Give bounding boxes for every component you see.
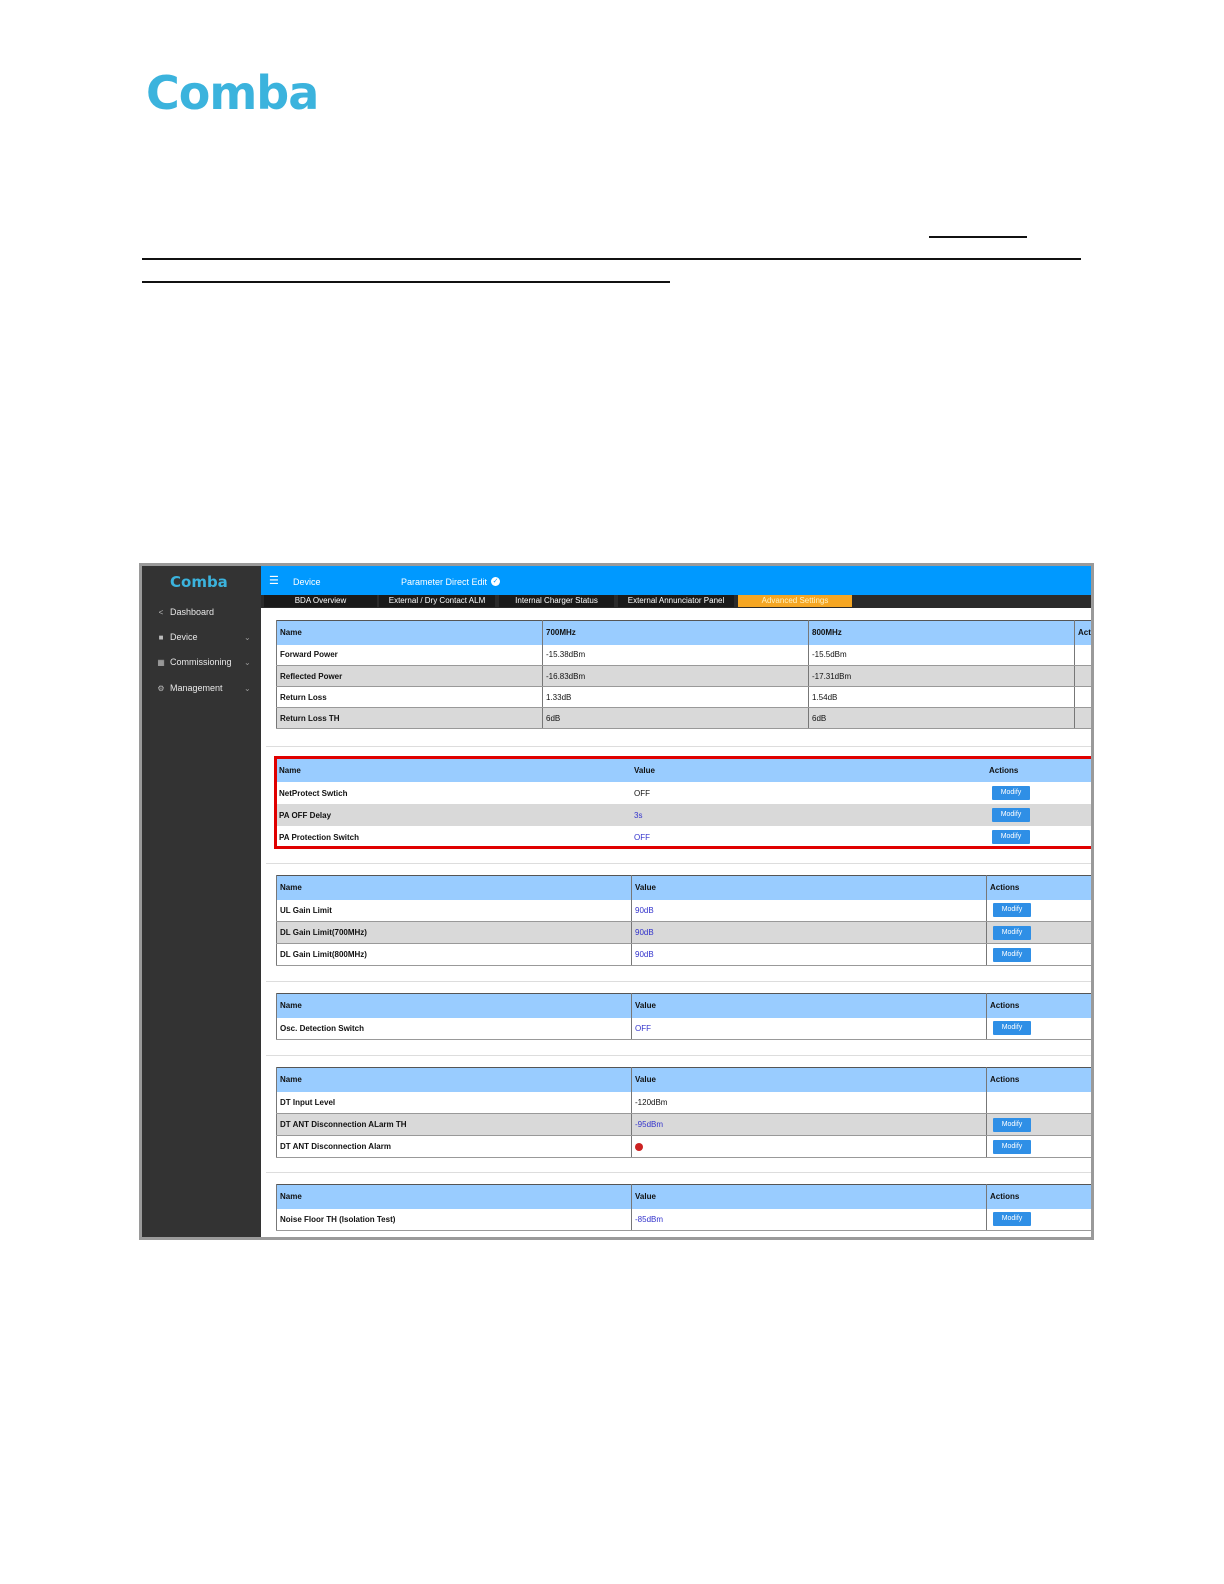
value-cell: -120dBm: [632, 1092, 987, 1114]
value-cell: OFF: [634, 788, 650, 798]
row-name: Reflected Power: [277, 666, 543, 687]
sidebar-item-dashboard[interactable]: [156, 607, 214, 617]
parameter-group: [276, 1067, 1094, 1158]
column-header: 700MHz: [543, 621, 809, 645]
column-header: Value: [631, 758, 986, 782]
actions-cell: [1075, 645, 1095, 666]
column-header: Name: [276, 758, 631, 782]
sidebar-item-device[interactable]: [156, 632, 251, 642]
modify-button[interactable]: Modify: [992, 786, 1030, 800]
column-header: Value: [632, 994, 987, 1018]
value-cell: [632, 1136, 987, 1158]
row-name: DL Gain Limit(700MHz): [277, 922, 632, 944]
actions-cell: [987, 922, 1095, 944]
row-name: Forward Power: [277, 645, 543, 666]
modify-button[interactable]: Modify: [993, 1140, 1031, 1154]
divider: [266, 746, 1091, 747]
value-cell: -85dBm: [632, 1209, 987, 1231]
chevron-down-icon: ⌄: [244, 657, 251, 667]
column-header: Actions: [987, 1185, 1095, 1209]
table-row: [277, 1136, 1095, 1158]
sidebar: [142, 566, 261, 1237]
tab-external-annunciator-panel[interactable]: External Annunciator Panel: [618, 595, 734, 607]
divider: [266, 863, 1091, 864]
table-row: [277, 708, 1095, 729]
app-screenshot: [139, 563, 1094, 1240]
tab-external-dry-contact-alm[interactable]: External / Dry Contact ALM: [379, 595, 495, 607]
chevron-down-icon: ⌄: [244, 632, 251, 642]
table-row: [277, 687, 1095, 708]
column-header: Name: [277, 994, 632, 1018]
actions-cell: [987, 1018, 1095, 1040]
parameter-group: [276, 875, 1094, 966]
value-700mhz: -16.83dBm: [543, 666, 809, 687]
modify-button[interactable]: Modify: [992, 830, 1030, 844]
chevron-down-icon: ⌄: [244, 683, 251, 693]
column-header: Name: [277, 1068, 632, 1092]
tab-bda-overview[interactable]: BDA Overview: [264, 595, 377, 607]
divider: [266, 1172, 1091, 1173]
column-header: Value: [632, 1068, 987, 1092]
grid-icon: ▦: [157, 657, 165, 667]
parameter-table: [276, 875, 1094, 966]
column-header: Actions: [987, 1068, 1095, 1092]
actions-cell: [987, 900, 1095, 922]
column-header: Value: [632, 876, 987, 900]
alarm-indicator-icon: [635, 1143, 643, 1151]
parameter-group: [276, 993, 1094, 1040]
tab-internal-charger-status[interactable]: Internal Charger Status: [499, 595, 614, 607]
top-bar: [261, 566, 1091, 595]
modify-button[interactable]: Modify: [993, 926, 1031, 940]
row-name: Noise Floor TH (Isolation Test): [277, 1209, 632, 1231]
column-header: Actions: [987, 876, 1095, 900]
table-row: [277, 666, 1095, 687]
parameter-table: [276, 993, 1094, 1040]
sidebar-item-management[interactable]: [156, 683, 251, 693]
parameter-group: [276, 1184, 1094, 1231]
column-header: Name: [277, 621, 543, 645]
value-700mhz: -15.38dBm: [543, 645, 809, 666]
tab-bar: [261, 595, 1091, 608]
underline-rule: [929, 236, 1027, 238]
table-row: [277, 645, 1095, 666]
column-header: Value: [632, 1185, 987, 1209]
table-row: [277, 1092, 1095, 1114]
table-row: [277, 1209, 1095, 1231]
value-800mhz: 1.54dB: [809, 687, 1075, 708]
value-700mhz: 1.33dB: [543, 687, 809, 708]
checkmark-icon[interactable]: ✓: [492, 578, 499, 585]
actions-cell: [1075, 708, 1095, 729]
parameter-table: [276, 1067, 1094, 1158]
value-800mhz: -17.31dBm: [809, 666, 1075, 687]
value-700mhz: 6dB: [543, 708, 809, 729]
gear-icon: ⚙: [157, 683, 165, 693]
row-name: DT Input Level: [277, 1092, 632, 1114]
modify-button[interactable]: Modify: [992, 808, 1030, 822]
actions-cell: [987, 944, 1095, 966]
row-name: PA Protection Switch: [279, 832, 360, 842]
row-name: NetProtect Swtich: [279, 788, 348, 798]
divider: [266, 981, 1091, 982]
value-cell: OFF: [632, 1018, 987, 1040]
sidebar-item-label: Dashboard: [170, 607, 215, 617]
value-cell: 90dB: [632, 900, 987, 922]
actions-cell: [987, 1114, 1095, 1136]
power-table: [276, 620, 1094, 729]
row-name: DT ANT Disconnection Alarm: [277, 1136, 632, 1158]
row-name: Osc. Detection Switch: [277, 1018, 632, 1040]
row-name: DL Gain Limit(800MHz): [277, 944, 632, 966]
page-title: Device: [293, 577, 321, 587]
table-row: [277, 922, 1095, 944]
tab-advanced-settings[interactable]: Advanced Settings: [738, 595, 852, 607]
row-name: PA OFF Delay: [276, 804, 631, 826]
table-row: [277, 1018, 1095, 1040]
value-cell: OFF: [634, 832, 650, 842]
modify-button[interactable]: Modify: [993, 1021, 1031, 1035]
value-cell: 3s: [631, 804, 986, 826]
app-logo: Comba: [170, 573, 228, 591]
value-cell: 90dB: [632, 922, 987, 944]
column-header: Actions: [986, 758, 1094, 782]
table-row: [277, 900, 1095, 922]
parameter-direct-edit-label: Parameter Direct Edit: [401, 577, 488, 587]
share-icon: <: [158, 607, 164, 617]
row-name: Return Loss: [277, 687, 543, 708]
highlight-box: [274, 756, 1094, 849]
actions-cell: [1075, 666, 1095, 687]
modify-button[interactable]: Modify: [993, 1212, 1031, 1226]
table-row: [277, 944, 1095, 966]
column-header: Name: [277, 1185, 632, 1209]
value-cell: -95dBm: [632, 1114, 987, 1136]
sidebar-item-label: Commissioning: [170, 657, 232, 667]
actions-cell: [1075, 687, 1095, 708]
actions-cell: [987, 1136, 1095, 1158]
modify-button[interactable]: Modify: [993, 1118, 1031, 1132]
actions-cell: [987, 1092, 1095, 1114]
row-name: UL Gain Limit: [277, 900, 632, 922]
power-table-panel: [276, 620, 1094, 729]
sidebar-item-label: Device: [170, 632, 198, 642]
underline-rule: [142, 258, 1081, 260]
actions-cell: [987, 1209, 1095, 1231]
column-header: Act: [1075, 621, 1095, 645]
modify-button[interactable]: Modify: [993, 948, 1031, 962]
column-header: 800MHz: [809, 621, 1075, 645]
table-row: [277, 1114, 1095, 1136]
column-header: Name: [277, 876, 632, 900]
row-name: DT ANT Disconnection ALarm TH: [277, 1114, 632, 1136]
comba-logo: Comba: [146, 66, 319, 120]
value-800mhz: -15.5dBm: [809, 645, 1075, 666]
underline-rule: [142, 281, 670, 283]
modify-button[interactable]: Modify: [993, 903, 1031, 917]
value-800mhz: 6dB: [809, 708, 1075, 729]
value-cell: 90dB: [632, 944, 987, 966]
row-name: Return Loss TH: [277, 708, 543, 729]
sidebar-item-label: Management: [170, 683, 223, 693]
parameter-table: [276, 1184, 1094, 1231]
menu-icon[interactable]: ☰: [269, 575, 279, 587]
monitor-icon: ■: [158, 632, 164, 642]
divider: [266, 1055, 1091, 1056]
sidebar-item-commissioning[interactable]: [156, 657, 251, 667]
column-header: Actions: [987, 994, 1095, 1018]
